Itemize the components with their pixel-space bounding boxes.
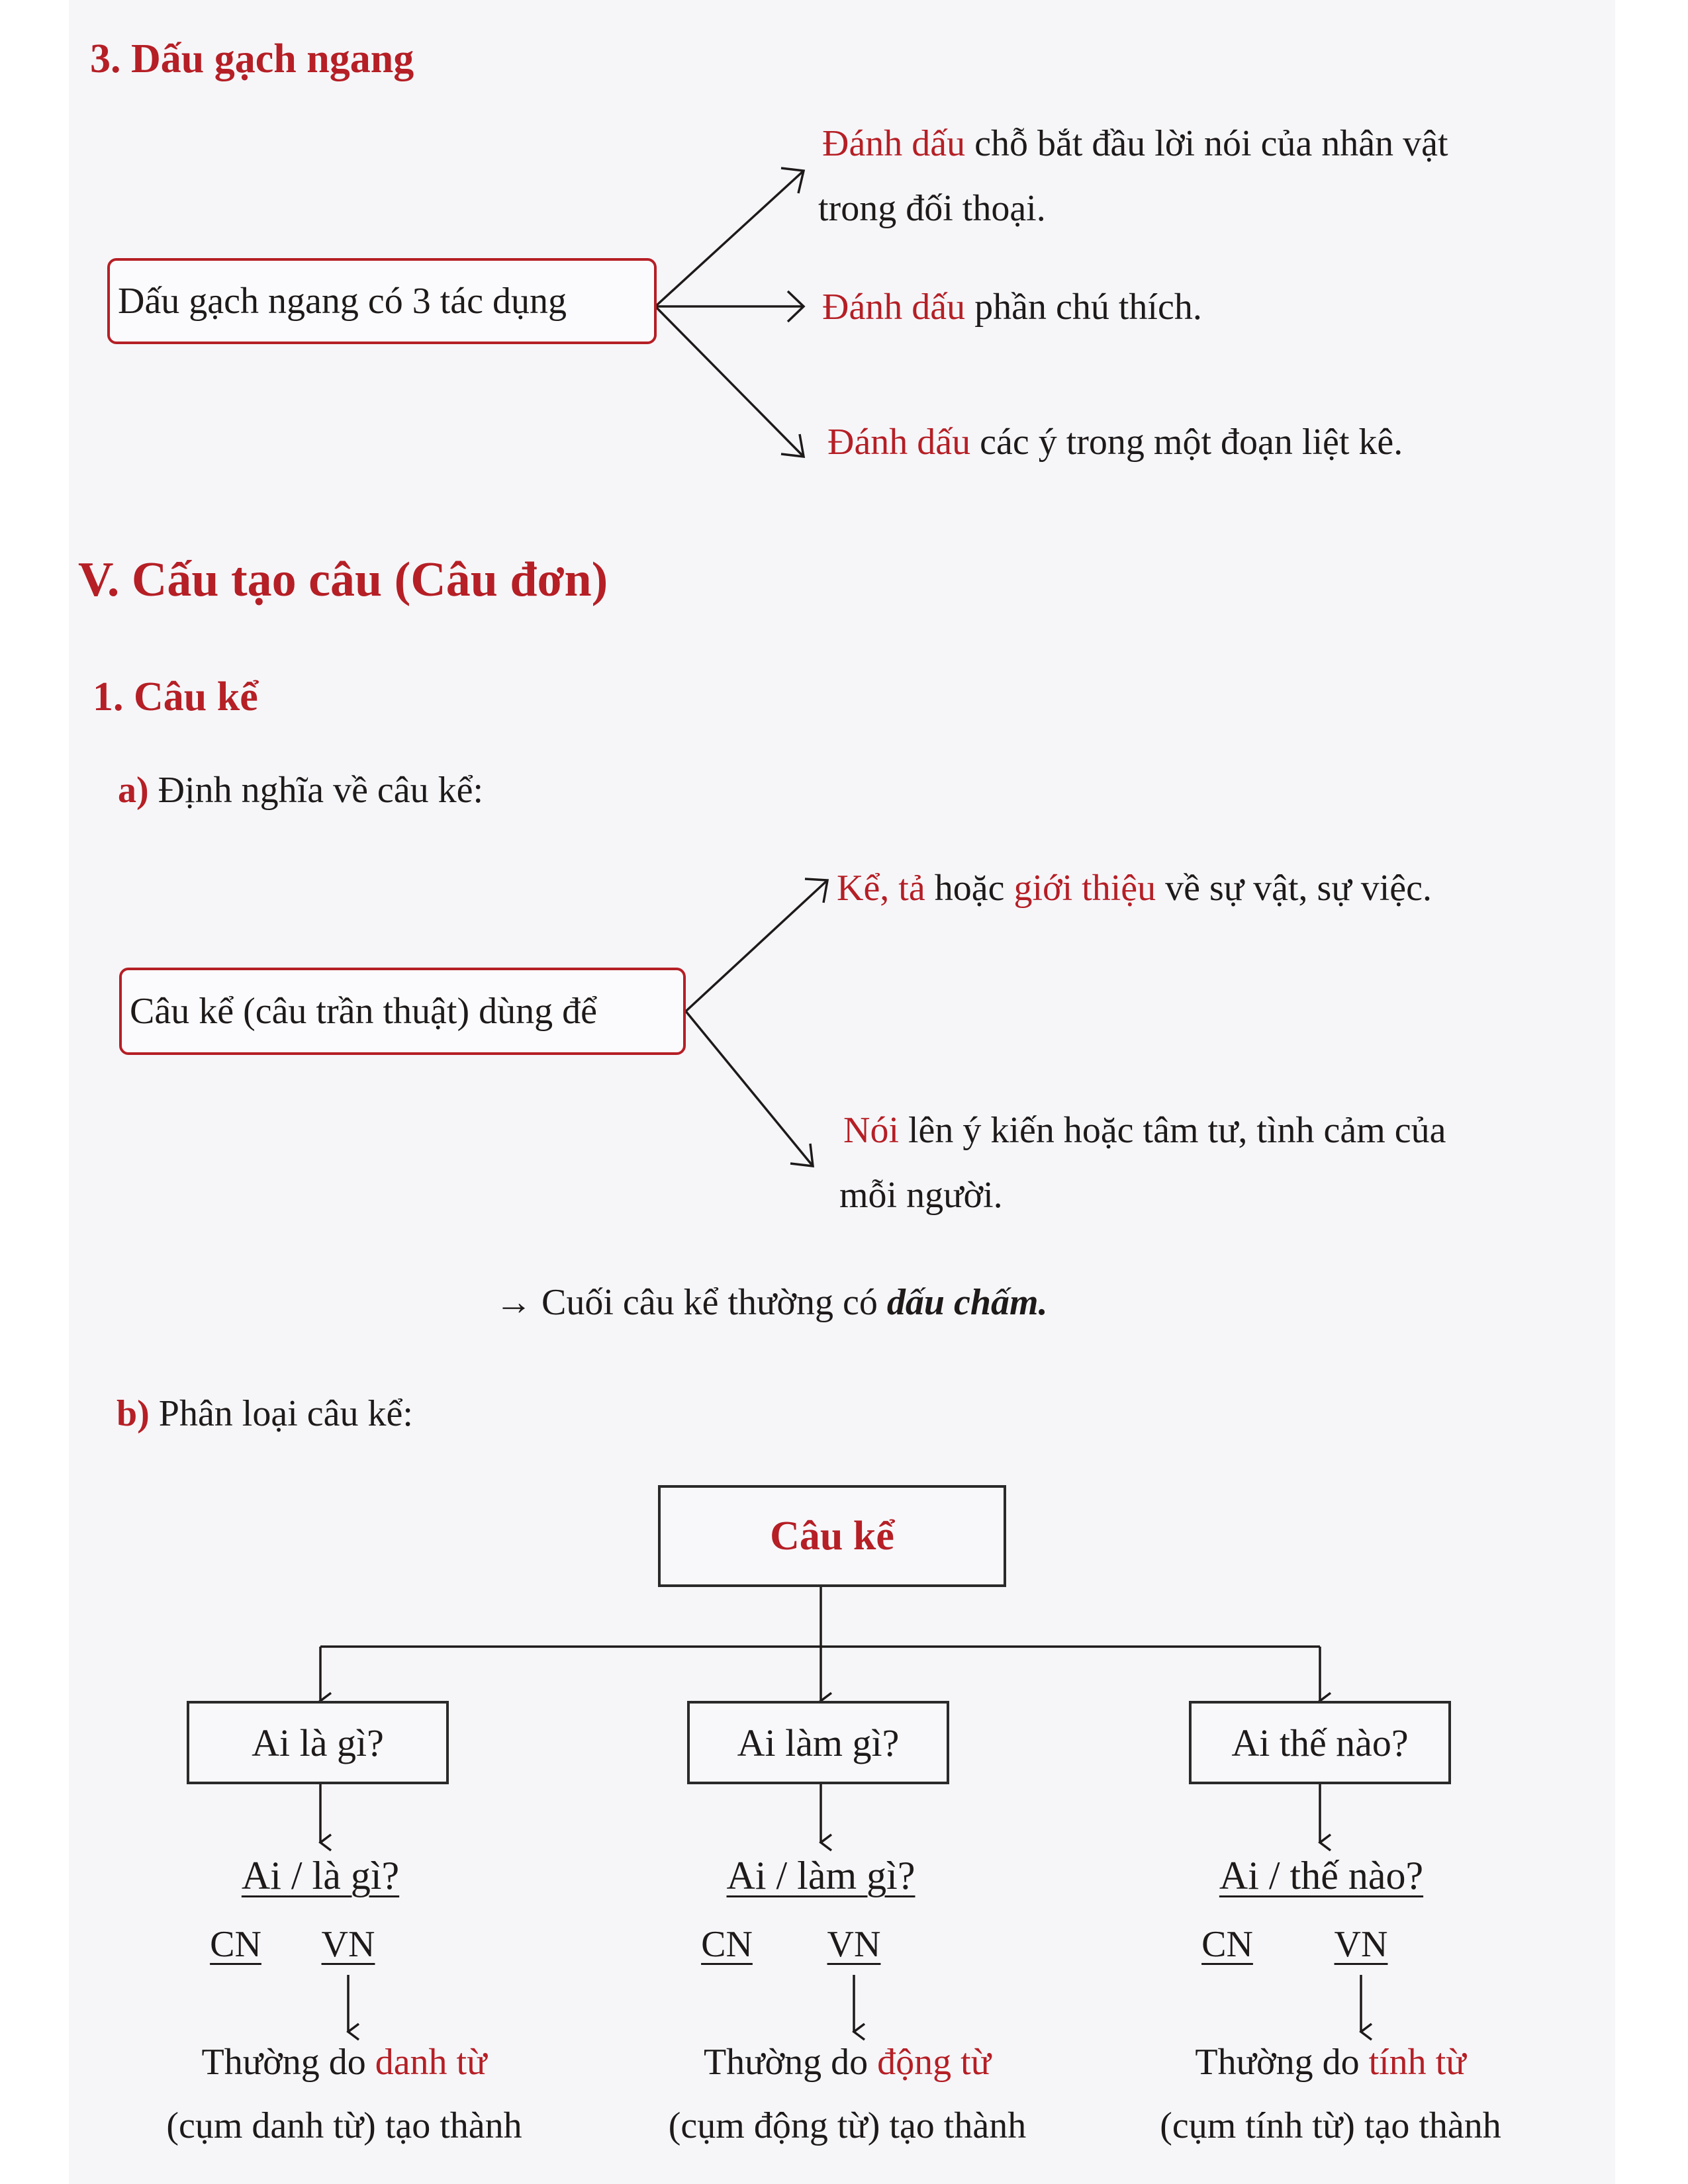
formed-by-1-line2: (cụm danh từ) tạo thành — [166, 2105, 522, 2146]
arrow-use-3 — [655, 306, 804, 457]
type-box-2-label: Ai làm gì? — [737, 1721, 900, 1764]
formed-by-2-line2: (cụm động từ) tạo thành — [668, 2105, 1027, 2146]
definition-heading-text: Định nghĩa về câu kể: — [158, 770, 484, 811]
type-box-ai-the-nao — [1189, 1701, 1451, 1784]
period-note-text: → Cuối câu kể thường có — [495, 1282, 878, 1323]
formed-by-3-highlight: tính từ — [1368, 2042, 1466, 2083]
statement-use-1-mid: hoặc — [934, 868, 1005, 909]
dash-uses-box — [107, 258, 657, 344]
dash-use-3-highlight: Đánh dấu — [827, 422, 971, 463]
statement-use-1-h1: Kể, tả — [837, 868, 925, 909]
dash-use-2-text: phần chú thích. — [974, 287, 1202, 328]
definition-heading — [118, 769, 483, 811]
dash-use-1 — [822, 122, 1448, 165]
dash-use-1-line2: trong đối thoại. — [818, 188, 1046, 229]
type-box-ai-lam-gi — [687, 1701, 949, 1784]
statement-use-2-line2: mỗi người. — [839, 1175, 1003, 1216]
statement-use-2-h1: Nói — [843, 1110, 899, 1151]
period-note-emphasis: dấu chấm. — [886, 1282, 1048, 1323]
tree-root-label: Câu kể — [770, 1513, 894, 1559]
subsection-1-title: 1. Câu kể — [93, 674, 258, 719]
formed-by-2-line1 — [602, 2041, 1092, 2083]
statement-use-1-rest: về sự vật, sự việc. — [1165, 868, 1432, 909]
vn-label-3: VN — [1334, 1924, 1388, 1965]
pattern-2: Ai / làm gì? — [726, 1854, 915, 1897]
vn-label-1: VN — [321, 1924, 375, 1965]
formed-by-3-line2: (cụm tính từ) tạo thành — [1160, 2105, 1501, 2146]
statement-use-1 — [837, 867, 1432, 909]
arrow-use-1 — [655, 171, 804, 306]
arrow-def-2 — [686, 1011, 813, 1166]
pattern-3: Ai / thế nào? — [1219, 1854, 1424, 1897]
period-note — [495, 1281, 1048, 1324]
statement-use-2-rest: lên ý kiến hoặc tâm tư, tình cảm của — [908, 1110, 1446, 1151]
formed-by-3-pre: Thường do — [1195, 2042, 1360, 2083]
statement-box — [119, 968, 686, 1055]
label-b: b) — [117, 1393, 150, 1434]
dash-use-3-text: các ý trong một đoạn liệt kê. — [980, 422, 1403, 463]
dash-use-1-highlight: Đánh dấu — [822, 123, 966, 164]
dash-use-2 — [822, 286, 1202, 328]
statement-use-2 — [843, 1109, 1446, 1152]
formed-by-3-line1 — [1092, 2041, 1569, 2083]
type-box-ai-la-gi — [187, 1701, 449, 1784]
pattern-1: Ai / là gì? — [241, 1854, 400, 1897]
statement-use-1-h2: giới thiệu — [1013, 868, 1156, 909]
type-box-1-label: Ai là gì? — [252, 1721, 384, 1764]
formed-by-1-highlight: danh từ — [375, 2042, 487, 2083]
formed-by-2-highlight: động từ — [877, 2042, 992, 2083]
dash-use-3 — [827, 421, 1403, 463]
dash-uses-box-label: Dấu gạch ngang có 3 tác dụng — [118, 281, 567, 322]
label-a: a) — [118, 770, 149, 811]
formed-by-1-pre: Thường do — [201, 2042, 366, 2083]
statement-box-label: Câu kể (câu trần thuật) dùng để — [130, 991, 597, 1032]
formed-by-2-pre: Thường do — [703, 2042, 868, 2083]
section-3-title: 3. Dấu gạch ngang — [90, 36, 414, 81]
classification-heading — [117, 1392, 413, 1435]
section-v-title: V. Cấu tạo câu (Câu đơn) — [78, 553, 608, 607]
arrow-def-1 — [686, 880, 827, 1011]
dash-use-2-highlight: Đánh dấu — [822, 287, 966, 328]
type-box-3-label: Ai thế nào? — [1231, 1721, 1409, 1764]
classification-heading-text: Phân loại câu kể: — [158, 1393, 413, 1434]
vn-label-2: VN — [827, 1924, 881, 1965]
tree-root-box — [658, 1485, 1006, 1587]
cn-label-1: CN — [210, 1924, 261, 1965]
cn-label-2: CN — [701, 1924, 753, 1965]
cn-label-3: CN — [1201, 1924, 1253, 1965]
dash-use-1-text: chỗ bắt đầu lời nói của nhân vật — [974, 123, 1448, 164]
formed-by-1-line1 — [106, 2041, 583, 2083]
